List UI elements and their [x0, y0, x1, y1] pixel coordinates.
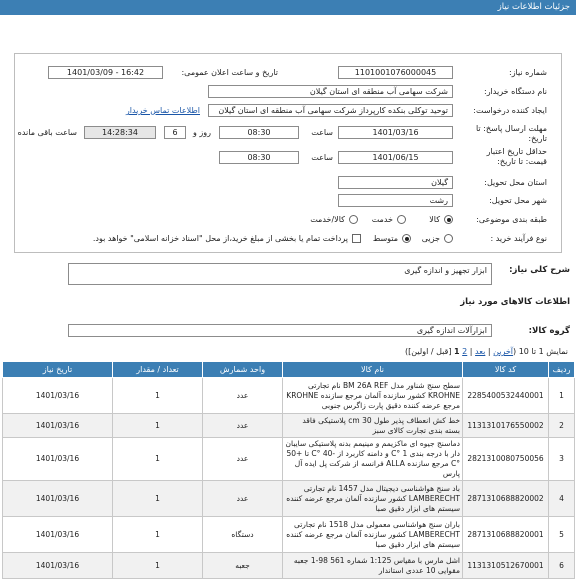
creator-label: ایجاد کننده درخواست: [473, 106, 547, 115]
column-header-name[interactable]: نام کالا [283, 362, 463, 378]
unit-cell: جعبه [203, 553, 283, 579]
page-title: جزئیات اطلاعات نیاز [497, 2, 570, 12]
price-validity-time-label: ساعت [311, 153, 333, 162]
row-number-cell: 2 [549, 414, 575, 438]
city-field[interactable]: رشت [338, 194, 453, 207]
unit-cell: عدد [203, 438, 283, 481]
category-service-label: خدمت [371, 215, 393, 224]
pager-separator: | [467, 347, 476, 356]
description-label: شرح کلی نیاز: [509, 265, 570, 275]
process-minor-label: جزیی [421, 234, 440, 243]
page-header [0, 0, 576, 15]
name-cell: باران سنج هواشناسی معمولی مدل 1518 نام تجارتی LAMBERECHT کشور سازنده آلمان مرجع عرضه کننده سیستم های ابزار دقیق صبا [283, 517, 463, 553]
need-date-cell: 1401/03/16 [3, 378, 113, 414]
goods-section-title: اطلاعات کالاهای مورد نیاز [460, 297, 570, 307]
table-header-row [3, 362, 575, 378]
creator-field[interactable]: توحید توکلی بنکده کارپرداز شرکت سهامی آب منطقه ای استان گیلان [208, 104, 453, 117]
name-cell: باد سنج هواشناسی دیجیتال مدل 1457 نام تجارتی LAMBERECHT کشور سازنده آلمان مرجع عرضه کننده سیستم های ابزار دقیق صبا [283, 481, 463, 517]
pager-close-paren: ) [405, 347, 409, 356]
price-validity-label: حداقل تاریخ اعتبار [486, 147, 547, 156]
row-number-cell: 5 [549, 517, 575, 553]
code-cell: 1131310176550002 [463, 414, 549, 438]
announce-date-field[interactable]: 1401/03/09 - 16:42 [48, 66, 163, 79]
name-cell: اشل مارس با مقیاس 1:125 شماره 561 98-1 جعبه مقوایی 10 عددی استاندار [283, 553, 463, 579]
remaining-time-label: ساعت باقی مانده [17, 128, 77, 137]
category-service-radio[interactable] [397, 215, 406, 224]
code-cell: 2285400532440001 [463, 378, 549, 414]
description-field[interactable] [68, 263, 492, 285]
table-row[interactable] [3, 481, 575, 517]
unit-cell: عدد [203, 414, 283, 438]
deadline-time-field[interactable]: 08:30 [219, 126, 299, 139]
deadline-label: مهلت ارسال پاسخ: تا [475, 124, 547, 133]
row-number-cell: 4 [549, 481, 575, 517]
row-number-cell: 3 [549, 438, 575, 481]
days-remaining-field[interactable]: 6 [164, 126, 186, 139]
pager-separator: | [485, 347, 494, 356]
code-cell: 2821310080750056 [463, 438, 549, 481]
pager [405, 347, 568, 356]
need-number-field[interactable]: 1101001076000045 [338, 66, 453, 79]
table-row[interactable] [3, 517, 575, 553]
unit-cell: عدد [203, 481, 283, 517]
category-label: طبقه بندی موضوعی: [476, 215, 547, 224]
category-goods-service-label: کالا/خدمت [310, 215, 345, 224]
row-number-cell: 6 [549, 553, 575, 579]
deadline-time-label: ساعت [311, 128, 333, 137]
price-validity-date-label: قیمت: تا تاریخ: [497, 157, 547, 166]
city-label: شهر محل تحویل: [489, 196, 547, 205]
process-type-label: نوع فرآیند خرید : [490, 234, 547, 243]
pager-last-link[interactable]: آخرین [493, 347, 514, 356]
category-goods-service-radio[interactable] [349, 215, 358, 224]
code-cell: 2871310688820001 [463, 517, 549, 553]
goods-group-label: گروه کالا: [528, 326, 570, 336]
quantity-cell: 1 [113, 414, 203, 438]
need-date-cell: 1401/03/16 [3, 414, 113, 438]
process-medium-label: متوسط [372, 234, 398, 243]
column-header-code[interactable]: کد کالا [463, 362, 549, 378]
deadline-date-field[interactable]: 1401/03/16 [338, 126, 453, 139]
buyer-contact-link[interactable]: اطلاعات تماس خریدار [125, 106, 200, 115]
treasury-payment-note: پرداخت تمام یا بخشی از مبلغ خرید،از محل "اسناد خزانه اسلامی" خواهد بود. [92, 234, 348, 243]
announce-date-label: تاریخ و ساعت اعلان عمومی: [181, 68, 278, 77]
name-cell: دماسنج جیوه ای ماکزیمم و مینیمم بدنه پلاستیکی سایبان دار با درجه بندی 1 °C و دامنه کاربرد از -40 °C تا +50 °C مرجع سازنده ALLA فرانسه از شرکت پل ایده آل پارس [283, 438, 463, 481]
province-label: استان محل تحویل: [484, 178, 547, 187]
column-header-need-date[interactable]: تاریخ نیاز [3, 362, 113, 378]
pager-range: نمایش 1 تا 10 [518, 347, 568, 356]
category-goods-radio[interactable] [444, 215, 453, 224]
column-header-unit[interactable]: واحد شمارش [203, 362, 283, 378]
need-date-cell: 1401/03/16 [3, 481, 113, 517]
pager-page-2-link[interactable]: 2 [462, 347, 468, 356]
buyer-label: نام دستگاه خریدار: [484, 87, 547, 96]
days-label: روز و [193, 128, 211, 137]
description-text: ابزار تجهیز و اندازه گیری [404, 266, 487, 275]
process-medium-radio[interactable] [402, 234, 411, 243]
table-row[interactable] [3, 553, 575, 579]
need-date-cell: 1401/03/16 [3, 517, 113, 553]
name-cell: سطح سنج شناور مدل BM 26A REF نام تجارتی KROHNE کشور سازنده آلمان مرجع سازنده KROHNE مرجع عرضه کننده دقیق پارت زاگرس جنوبی [283, 378, 463, 414]
goods-group-field[interactable]: ابزارآلات اندازه گیری [68, 324, 492, 337]
column-header-row-number[interactable]: ردیف [549, 362, 575, 378]
goods-table [2, 361, 575, 579]
price-validity-date-field[interactable]: 1401/06/15 [338, 151, 453, 164]
pager-current-page: 1 [454, 347, 460, 356]
pager-open-paren: ( [513, 347, 519, 356]
pager-next-link[interactable]: بعد [475, 347, 486, 356]
row-number-cell: 1 [549, 378, 575, 414]
category-goods-label: کالا [429, 215, 440, 224]
pager-prev-first: [قبل / اولین] [408, 347, 455, 356]
code-cell: 2871310688820002 [463, 481, 549, 517]
quantity-cell: 1 [113, 517, 203, 553]
price-validity-time-field[interactable]: 08:30 [219, 151, 299, 164]
column-header-quantity[interactable]: تعداد / مقدار [113, 362, 203, 378]
remaining-time-field[interactable]: 14:28:34 [84, 126, 156, 139]
quantity-cell: 1 [113, 438, 203, 481]
need-number-label: شماره نیاز: [509, 68, 547, 77]
need-date-cell: 1401/03/16 [3, 438, 113, 481]
unit-cell: عدد [203, 378, 283, 414]
need-date-cell: 1401/03/16 [3, 553, 113, 579]
need-details-panel [14, 53, 562, 253]
table-row[interactable] [3, 378, 575, 414]
table-row[interactable] [3, 438, 575, 481]
code-cell: 1131310512670001 [463, 553, 549, 579]
table-row[interactable] [3, 414, 575, 438]
quantity-cell: 1 [113, 378, 203, 414]
process-minor-radio[interactable] [444, 234, 453, 243]
name-cell: خط کش انعطاف پذیر طول 30 cm پلاستیکی فاقد بسته بندی تجارت کالای سبز [283, 414, 463, 438]
unit-cell: دستگاه [203, 517, 283, 553]
quantity-cell: 1 [113, 481, 203, 517]
quantity-cell: 1 [113, 553, 203, 579]
treasury-payment-checkbox[interactable] [352, 234, 361, 243]
province-field[interactable]: گیلان [338, 176, 453, 189]
deadline-date-label: تاریخ: [528, 134, 547, 143]
buyer-field[interactable]: شرکت سهامی آب منطقه ای استان گیلان [208, 85, 453, 98]
